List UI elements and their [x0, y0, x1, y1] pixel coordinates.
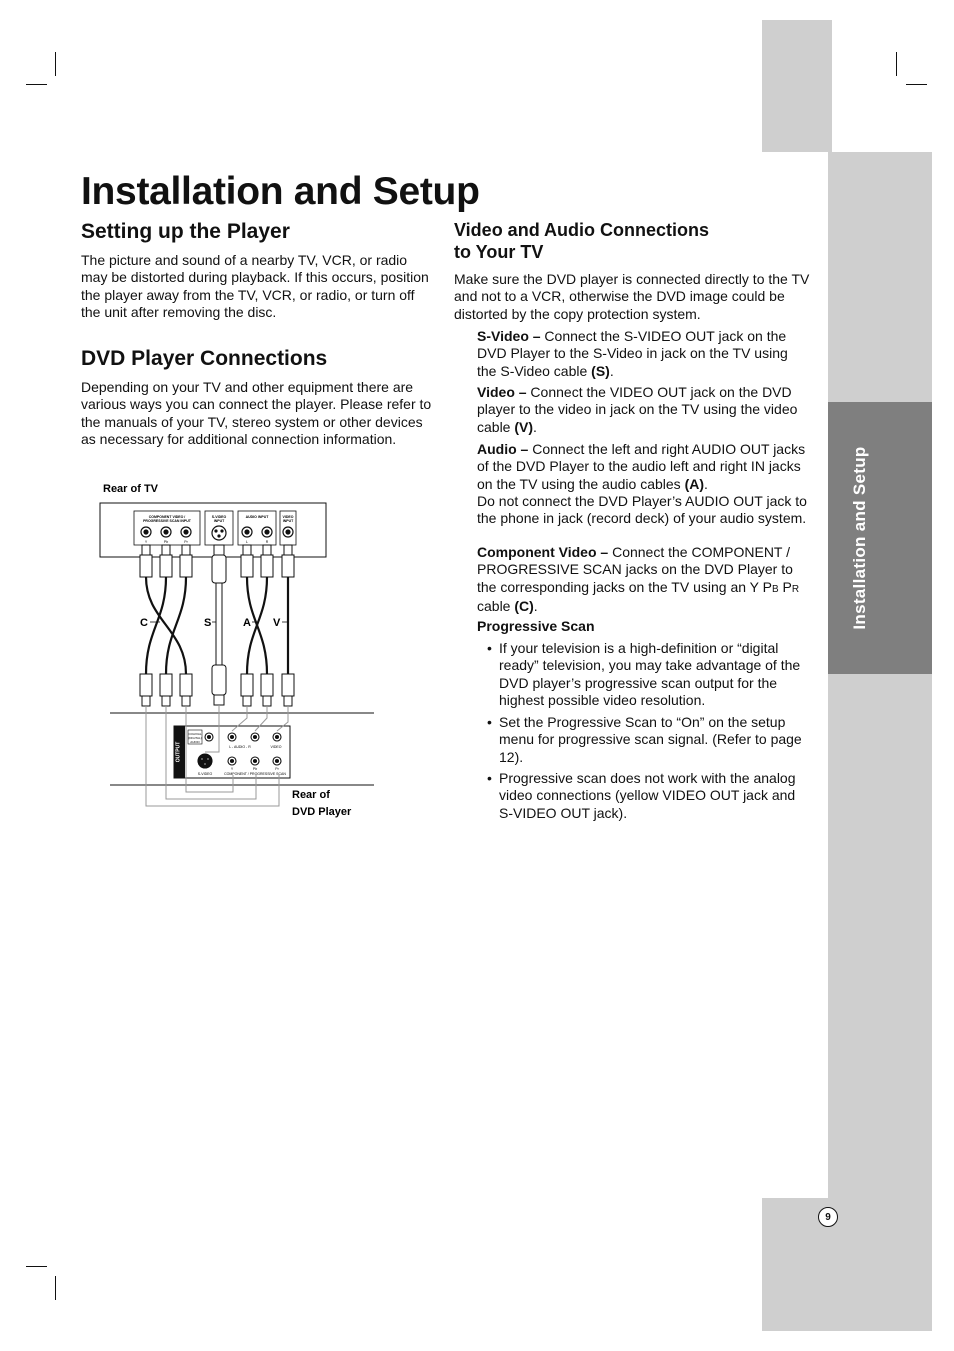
- sidebar-top-panel: [762, 20, 832, 152]
- rear-of-dvd-label: Rear of: [292, 789, 330, 801]
- audio-paragraph: Audio – Connect the left and right AUDIO OUT jacks of the DVD Player to the audio left and right IN jacks on the TV using the audio cables (A). Do not connect the DVD Player’s AUDIO OUT jack to the phone in jack (record deck) of your audio system.: [477, 441, 807, 527]
- crop-mark: [26, 84, 47, 85]
- crop-mark: [906, 84, 927, 85]
- dvd-output-label: OUTPUT: [175, 741, 182, 763]
- component-code: (C): [514, 597, 534, 614]
- tv-jack-pr-label: Pr: [184, 540, 188, 544]
- dvd-jack-y-label: Y: [230, 767, 234, 771]
- tv-jack-pb-label: Pb: [163, 540, 169, 544]
- svideo-paragraph: S-Video – Connect the S-VIDEO OUT jack on the DVD Player to the S-Video in jack on the TV using the S-Video cable (S).: [477, 328, 788, 379]
- component-pr-sub: R: [791, 583, 800, 595]
- crop-mark: [896, 52, 897, 76]
- progressive-bullet-1: [487, 640, 803, 709]
- progressive-bullet-3: [487, 770, 803, 822]
- tv-audio-label: AUDIO INPUT: [245, 515, 269, 519]
- dvd-coaxial-label: COAXIAL: [188, 732, 202, 736]
- svideo-term: S-Video –: [477, 328, 541, 344]
- component-cable: cable: [477, 597, 515, 614]
- av-intro: Make sure the DVD player is connected directly to the TV and not to a VCR, otherwise the DVD image could be distorted by the copy protection system.: [454, 271, 810, 322]
- tv-svideo-label-2: INPUT: [213, 519, 225, 523]
- cable-s-label: S: [204, 617, 212, 629]
- tv-video-label-2: INPUT: [282, 519, 294, 523]
- dvd-jack-pr-label: Pr: [275, 767, 279, 771]
- page-title: Installation and Setup: [81, 170, 480, 213]
- svideo-text: Connect the S-VIDEO OUT jack on the DVD Player to the S-Video in jack on the TV using the S-Video cable: [477, 328, 788, 379]
- dvd-component-label: COMPONENT / PROGRESSIVE SCAN: [224, 772, 286, 776]
- bullet-mark: •: [487, 770, 492, 786]
- component-pb: P: [762, 578, 772, 595]
- page-number: 9: [818, 1207, 838, 1227]
- video-term: Video –: [477, 384, 527, 400]
- crop-mark: [26, 1266, 47, 1267]
- tv-jack-y-label: Y: [144, 540, 148, 544]
- crop-mark: [55, 1276, 56, 1300]
- av-heading-line-1: Video and Audio Connections: [454, 220, 710, 240]
- progressive-bullet-2: [487, 714, 803, 766]
- svideo-code: (S): [591, 362, 610, 379]
- sidebar-panel: [828, 152, 932, 1198]
- dvd-connections-body: Depending on your TV and other equipment there are various ways you can connect the player. Please refer to the manuals of your TV, stereo system or other devices as necessary for additional connection information.: [81, 379, 432, 447]
- dvd-video-label: VIDEO: [270, 745, 282, 749]
- rear-of-tv-label: Rear of TV: [103, 483, 159, 495]
- cable-v-label: V: [273, 617, 281, 629]
- bullet-text: Progressive scan does not work with the analog video connections (yellow VIDEO OUT jack and S-VIDEO OUT jack).: [499, 770, 796, 821]
- dvd-audio-label: L - AUDIO - R: [229, 745, 251, 749]
- rear-of-dvd-label-2: DVD Player: [292, 806, 352, 818]
- sidebar-bottom-panel: [762, 1198, 932, 1331]
- video-paragraph: Video – Connect the VIDEO OUT jack on the DVD player to the video in jack on the TV using the video cable (V).: [477, 384, 798, 435]
- progressive-scan-heading: Progressive Scan: [477, 618, 595, 634]
- sidebar-section-tab: [828, 402, 932, 674]
- tv-jack-r-label: R: [265, 540, 269, 544]
- component-term: Component Video –: [477, 544, 609, 560]
- cable-c-label: C: [140, 617, 148, 629]
- dvd-connections-heading: DVD Player Connections: [81, 347, 328, 370]
- svideo-cable: [216, 583, 222, 665]
- video-text: Connect the VIDEO OUT jack on the DVD player to the video in jack on the TV using the video cable: [477, 384, 798, 435]
- audio-term: Audio –: [477, 441, 529, 457]
- connection-diagram: [80, 476, 380, 826]
- audio-code: (A): [684, 475, 704, 492]
- dvd-coaxial-label-3: AUDIO: [190, 740, 200, 744]
- cable-plugs-bottom: [140, 665, 294, 706]
- component-pb-sub: B: [771, 583, 779, 595]
- dvd-jack-pb-label: Pb: [252, 767, 258, 771]
- tv-component-label: COMPONENT VIDEO /: [148, 515, 186, 519]
- component-text: Connect the COMPONENT / PROGRESSIVE SCAN jacks on the DVD Player to the corresponding jacks on the TV using an Y: [477, 544, 793, 595]
- crop-mark: [55, 52, 56, 76]
- bullet-mark: •: [487, 714, 492, 730]
- cable-a-label: A: [243, 617, 251, 629]
- audio-note: Do not connect the DVD Player’s AUDIO OUT jack to the phone in jack (record deck) of your audio system.: [477, 492, 807, 527]
- cables: [146, 577, 288, 674]
- dvd-svideo-label: S-VIDEO: [197, 772, 213, 776]
- dvd-coaxial-label-2: (DIGITAL): [188, 736, 202, 740]
- setting-up-body: The picture and sound of a nearby TV, VCR, or radio may be distorted during playback. If this occurs, position the player away from the TV, VCR, or radio, or turn off the unit after removing the disc.: [81, 252, 429, 320]
- setting-up-heading: Setting up the Player: [81, 220, 290, 243]
- tv-video-label: VIDEO: [282, 515, 294, 519]
- bullet-text: If your television is a high-definition or “digital ready” television, you may take advantage of the DVD player’s progressive scan output for the highest possible video resolution.: [499, 640, 801, 708]
- tv-component-label-2: PROGRESSIVE SCAN INPUT: [143, 519, 191, 523]
- tv-svideo-label: S-VIDEO: [211, 515, 227, 519]
- bullet-mark: •: [487, 640, 492, 656]
- audio-text: Connect the left and right AUDIO OUT jacks of the DVD Player to the audio left and right IN jacks on the TV using the audio cables: [477, 441, 806, 492]
- av-connections-heading: [454, 219, 709, 263]
- tv-jack-l-label: L: [246, 540, 248, 544]
- component-paragraph: Component Video – Connect the COMPONENT / PROGRESSIVE SCAN jacks on the DVD Player to the corresponding jacks on the TV using an Y PB PR cable (C).: [477, 544, 800, 614]
- component-pr: P: [778, 578, 792, 595]
- video-code: (V): [514, 418, 534, 435]
- bullet-text: Set the Progressive Scan to “On” on the setup menu for progressive scan signal. (Refer to page 12).: [499, 714, 802, 765]
- av-heading-line-2: to Your TV: [454, 242, 544, 262]
- cable-plugs-top: [140, 545, 294, 583]
